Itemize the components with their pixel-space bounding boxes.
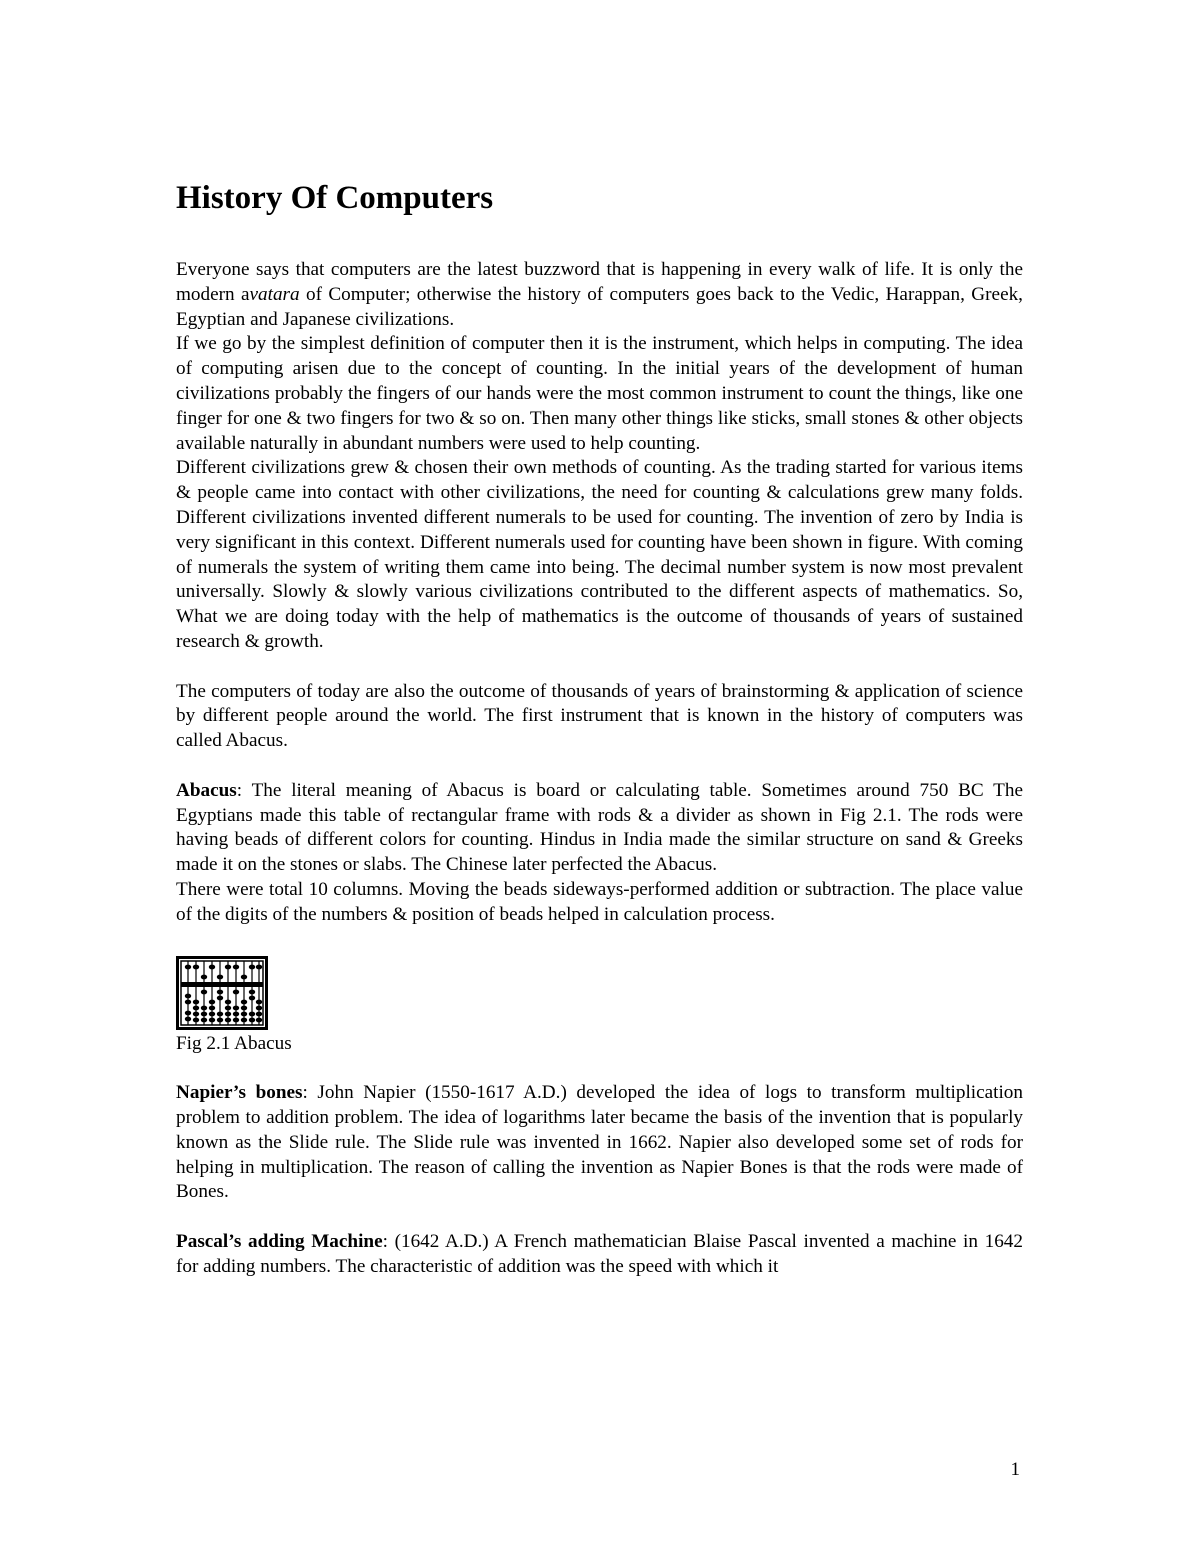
paragraph-spacer <box>176 1205 1023 1230</box>
intro-paragraph <box>176 258 1023 332</box>
paragraph-spacer <box>176 1056 1023 1081</box>
napier-text: : John Napier (1550-1617 A.D.) developed the idea of logs to transform multiplication problem to addition problem. The idea of logarithms later became the basis of the invention that is popularly known as the Slide rule. The Slide rule was invented in 1662. Napier also developed some set of rods for helping in multiplication. The reason of calling the invention as Napier Bones is that the rods were made of Bones. <box>176 1082 1023 1203</box>
abacus-term: Abacus <box>176 779 237 801</box>
today-paragraph: The computers of today are also the outcome of thousands of years of brainstorming & application of science by different people around the world. The first instrument that is known in the history of computers was called Abacus. <box>176 680 1023 752</box>
pascal-paragraph <box>176 1230 1023 1280</box>
document-body <box>176 258 1023 1279</box>
figure-caption: Fig 2.1 Abacus <box>176 1033 292 1055</box>
page-number: 1 <box>1010 1459 1020 1480</box>
civilizations-paragraph: Different civilizations grew & chosen their own methods of counting. As the trading started for various items & people came into contact with other civilizations, the need for counting & calculations grew many folds. Different civilizations invented different numerals to be used for counting. The invention of zero by India is very significant in this context. Different numerals used for counting have been shown in figure. With coming of numerals the system of writing them came into being. The decimal number system is now most prevalent universally. Slowly & slowly various civilizations contributed to the different aspects of mathematics. So, What we are doing today with the help of mathematics is the outcome of thousands of years of sustained research & growth. <box>176 457 1023 652</box>
abacus-text: : The literal meaning of Abacus is board or calculating table. Sometimes around 750 BC The Egyptians made this table of rectangular frame with rods & a divider as shown in Fig 2.1. The rods were having beads of different colors for counting. Hindus in India made the similar structure on sand & Greeks made it on the stones or slabs. The Chinese later perfected the Abacus. <box>176 779 1023 876</box>
paragraph-spacer <box>176 754 1023 779</box>
intro-italic-term: vatara <box>249 283 300 305</box>
intro-text-rest: of Computer; otherwise the history of computers goes back to the Vedic, Harappan, Greek, Egyptian and Japanese civilizations. <box>176 283 1023 330</box>
napier-term: Napier’s bones <box>176 1082 303 1104</box>
pascal-text: : (1642 A.D.) A French mathematician Blaise Pascal invented a machine in 1642 for adding numbers. The characteristic of addition was the speed with which it <box>176 1230 1023 1277</box>
page-title: History Of Computers <box>176 180 494 216</box>
abacus-illustration-icon <box>176 956 268 1030</box>
pascal-term: Pascal’s adding Machine <box>176 1230 383 1252</box>
paragraph-spacer <box>176 928 1023 953</box>
abacus-columns-paragraph: There were total 10 columns. Moving the beads sideways-performed addition or subtraction. The place value of the digits of the numbers & position of beads helped in calculation process. <box>176 878 1023 925</box>
intro-text: Everyone says that computers are the latest buzzword that is happening in every walk of life. It is only the modern a <box>176 259 1023 305</box>
paragraph-spacer <box>176 655 1023 680</box>
definition-paragraph: If we go by the simplest definition of computer then it is the instrument, which helps in computing. The idea of computing arisen due to the concept of counting. In the initial years of the development of human civilizations probably the fingers of our hands were the most common instrument to count the things, like one finger for one & two fingers for two & so on. Then many other things like sticks, small stones & other objects available naturally in abundant numbers were used to help counting. <box>176 333 1023 454</box>
napier-paragraph <box>176 1081 1023 1205</box>
abacus-paragraph <box>176 779 1023 878</box>
